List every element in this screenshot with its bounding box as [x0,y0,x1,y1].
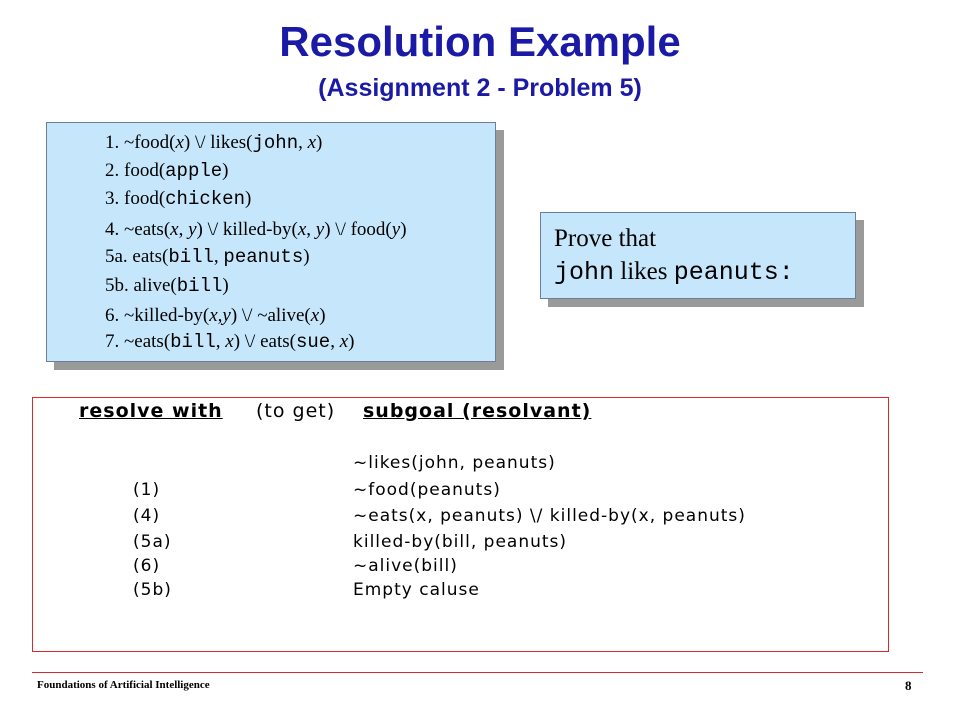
step-with: (6) [133,556,161,576]
resolution-table [32,397,889,652]
step-result: Empty caluse [353,580,480,600]
slide-title: Resolution Example [279,18,681,65]
clause-5a: 5a. eats(bill, peanuts) [105,246,310,268]
clause-5b: 5b. alive(bill) [105,275,229,297]
clause-4: 4. ~eats(x, y) \/ killed-by(x, y) \/ food(y) [105,219,407,240]
prove-line-2: john likes peanuts: [554,258,794,287]
header-subgoal: subgoal (resolvant) [363,400,592,422]
clause-6: 6. ~killed-by(x,y) \/ ~alive(x) [105,305,326,326]
step-with: (4) [133,506,161,526]
page-number: 8 [905,678,912,693]
clauses-box [46,122,496,362]
step-result: ~eats(x, peanuts) \/ killed-by(x, peanuts) [353,506,746,526]
step-result: ~alive(bill) [353,556,458,576]
footer-divider [32,672,923,673]
prove-box [540,212,856,299]
header-to-get: (to get) [256,400,336,422]
step-with: (1) [133,480,161,500]
slide-subtitle: (Assignment 2 - Problem 5) [318,74,642,102]
clause-7: 7. ~eats(bill, x) \/ eats(sue, x) [105,331,355,353]
step-with: (5b) [133,580,172,600]
step-result: ~food(peanuts) [353,480,501,500]
prove-line-1: Prove that [554,225,657,252]
step-result: killed-by(bill, peanuts) [353,532,568,552]
header-resolve-with: resolve with [79,400,223,422]
clause-2: 2. food(apple) [105,160,229,182]
clause-3: 3. food(chicken) [105,188,252,210]
footer-text: Foundations of Artificial Intelligence [37,679,210,691]
goal-clause: ~likes(john, peanuts) [353,453,556,473]
clause-1: 1. ~food(x) \/ likes(john, x) [105,132,323,154]
step-with: (5a) [133,532,172,552]
